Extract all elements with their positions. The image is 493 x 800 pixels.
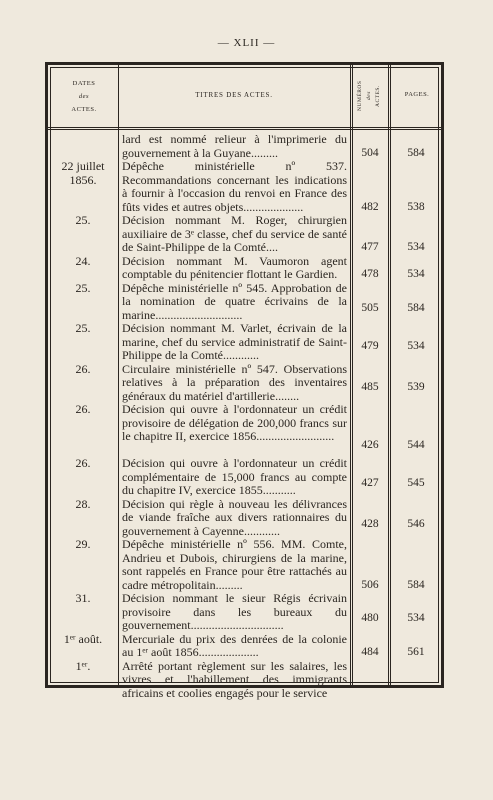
entry-page: 534 (407, 268, 425, 280)
header-pages: PAGES. (404, 91, 430, 98)
table-frame (45, 62, 444, 700)
entry-title: Dépêche ministérielle nº 537. Recommandations concernant les indications à fournir à l'occasion du renvoi en France des fûts vides et autres objets.................... (122, 159, 347, 214)
entry-date: 25. (75, 280, 91, 295)
entry-page: 584 (407, 146, 425, 159)
entry-page: 538 (407, 200, 425, 213)
entry-date: 25. (75, 213, 91, 227)
entry-title: Décision nommant M. Varlet, écrivain de la marine, chef du service administratif de Saint-Philippe de la Comté............ (122, 321, 347, 362)
header-titles: TITRES DES ACTES. (195, 91, 273, 99)
entry-title: Décision qui ouvre à l'ordonnateur un crédit complémentaire de 15,000 francs au compte du chapitre IV, exercice 1855........... (122, 456, 347, 497)
entry-date: 29. (75, 537, 91, 551)
entry-date: 31. (75, 591, 91, 605)
entry-page: 584 (407, 301, 425, 314)
column-divider (118, 65, 119, 685)
entry-number: 479 (361, 340, 379, 352)
entry-number: 482 (361, 200, 379, 213)
entry-date: 24. (75, 253, 91, 268)
entry-date: 26. (75, 456, 91, 470)
entry-number: 478 (361, 268, 379, 280)
entry-number: 505 (361, 301, 379, 314)
entry-title: Arrêté portant règlement sur les salaires, les vivres et l'habillement des immigrants africains et coolies engagés pour le service (122, 658, 347, 700)
entry-page: 539 (407, 380, 425, 393)
entry-page: 584 (407, 578, 425, 591)
entry-date: 28. (75, 496, 91, 511)
entry-title: Décision nommant M. Vaumoron agent comptable du pénitencier flottant le Gardien. (122, 253, 347, 281)
entry-number: 504 (361, 146, 379, 159)
entry-number: 506 (361, 578, 379, 591)
entry-title: lard est nommé relieur à l'imprimerie du gouvernement à la Guyane......... (122, 132, 347, 160)
entry-date: 26. (75, 361, 91, 376)
entry-title: Circulaire ministérielle nº 547. Observations relatives à la préparation des inventaires généraux du matériel d'artillerie........ (122, 361, 347, 403)
entry-page: 561 (407, 646, 425, 658)
header-dates: DATES des ACTES. (71, 80, 97, 113)
entry-page: 545 (407, 477, 425, 489)
entry-title: Décision nommant le sieur Régis écrivain provisoire dans les bureaux du gouvernement............................... (122, 591, 347, 632)
page-number: — XLII — (217, 37, 276, 49)
entry-title: Dépêche ministérielle nº 545. Approbation de la nomination de quatre écrivains de la marine............................. (122, 280, 347, 322)
column-divider (388, 65, 389, 685)
entry-page: 534 (407, 612, 425, 624)
header-numbers: NUMÉROS des ACTES. (357, 80, 381, 112)
entry-date: 1ᵉʳ. (75, 658, 91, 673)
header-divider (48, 127, 441, 128)
entry-title: Décision qui ouvre à l'ordonnateur un crédit provisoire de délégation de 200,000 francs sur le chapitre II, exercice 1856.......................... (122, 402, 347, 443)
entry-page: 534 (407, 340, 425, 352)
entry-date: 26. (75, 402, 91, 416)
entry-number: 426 (361, 439, 379, 451)
entry-number: 484 (361, 646, 379, 658)
column-divider (390, 65, 391, 685)
entry-title: Décision qui règle à nouveau les délivrances de viande fraîche aux divers rationnaires du gouvernement à Cayenne............ (122, 496, 347, 538)
entry-page: 544 (407, 439, 425, 451)
entry-title: Décision nommant M. Roger, chirurgien auxiliaire de 3ᵉ classe, chef du service de santé de Saint-Philippe de la Comté.... (122, 213, 347, 254)
entry-page: 546 (407, 517, 425, 530)
column-divider (350, 65, 351, 685)
entry-number: 427 (361, 477, 379, 489)
entry-title: Mercuriale du prix des denrées de la colonie au 1ᵉʳ août 1856.................... (122, 631, 347, 659)
header-divider (48, 129, 441, 130)
entry-number: 477 (361, 241, 379, 253)
entry-title: Dépêche ministérielle nº 556. MM. Comte, Andrieu et Dubois, chirurgiens de la marine, sont rappelés en France pour être rattachés au cadre métropolitain......... (122, 537, 347, 592)
entry-date: 1ᵉʳ août. (63, 631, 103, 646)
entry-number: 428 (361, 517, 379, 530)
column-divider (352, 65, 353, 685)
entry-date: 25. (75, 321, 91, 335)
entry-number: 485 (361, 380, 379, 393)
entry-page: 534 (407, 241, 425, 253)
entry-date: 22 juillet 1856. (61, 159, 105, 187)
entry-number: 480 (361, 612, 379, 624)
